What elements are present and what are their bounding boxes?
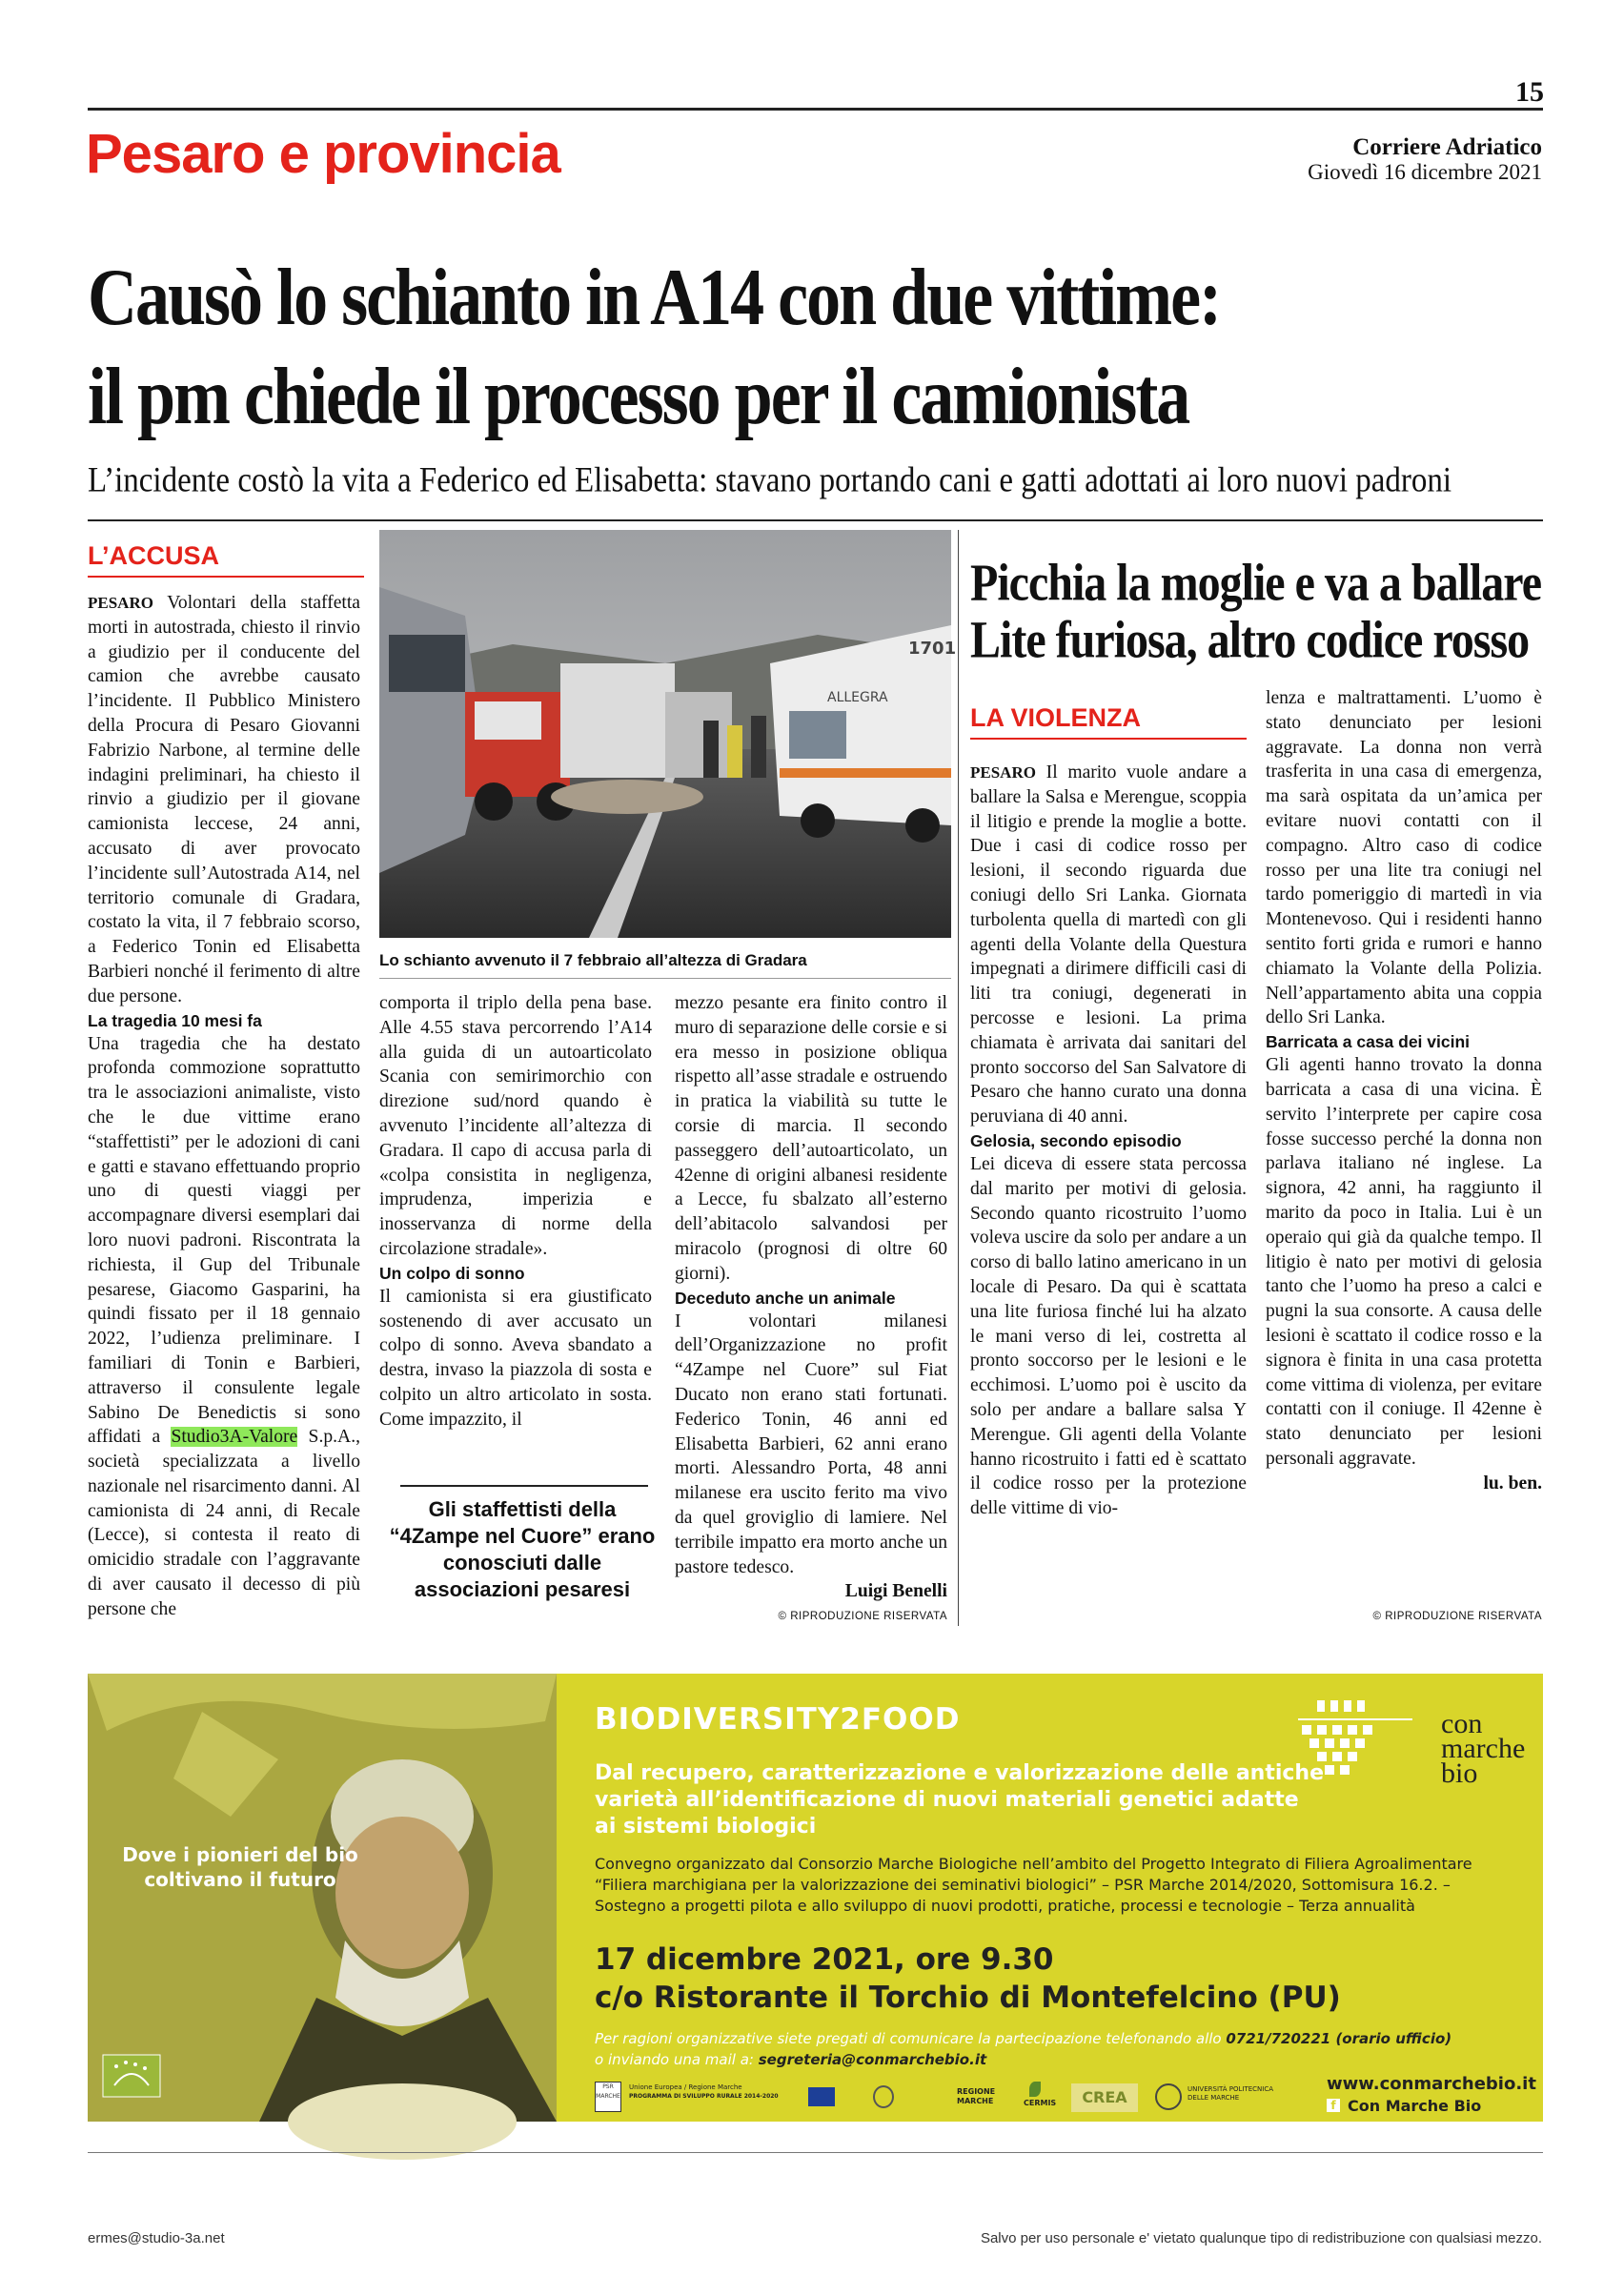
sponsor-logos [595, 2082, 1319, 2116]
farmer-portrait-image [88, 1674, 557, 2122]
univpm-seal-icon [1155, 2083, 1182, 2110]
ad-event-date: 17 dicembre 2021, ore 9.30 [595, 1942, 1054, 1977]
ad-phone: 0721/720221 (orario ufficio) [1226, 2030, 1452, 2047]
cermis-logo: CERMIS [1024, 2099, 1057, 2107]
photo-caption: Lo schianto avvenuto il 7 febbraio all’altezza di Gradara [379, 951, 807, 969]
dateline: PESARO [88, 594, 153, 612]
violenza-column-2 [1266, 686, 1542, 1601]
ad-intro-2: varietà all’identificazione di nuovi materiali genetici adatte [595, 1788, 1299, 1812]
ambulance-sign: ALLEGRA [827, 690, 888, 705]
ad-photo-panel [88, 1674, 557, 2122]
accusa-column-3 [675, 991, 947, 1602]
newspaper-name: Corriere Adriatico [1352, 134, 1542, 160]
caption-rule [379, 978, 951, 979]
accusa-col2-p2: Il camionista si era giustificato sostenendo di aver accusato un colpo di sonno. Aveva sbandato a destra, invaso la piazzola di sosta e colpito un altro articolato in sosta. Come impazzito, il [379, 1286, 652, 1430]
eu-organic-leaf-icon [103, 2055, 160, 2097]
violenza-col2-p1: lenza e maltrattamenti. L’uomo è stato denunciato per lesioni aggravate. La donna non verrà trasferita in una casa di emergenza, ma sarà ospitata da un’amica per evitare nuovi contatti con il compagno. Altro caso di codice rosso per una lite tra coniugi nel tardo pomeriggio di martedì in via Montenevoso. Qui i residenti hanno sentito forti grida e rumori e hanno chiamato la Volante della Polizia. Nell’appartamento abita una coppia dello Sri Lanka. [1266, 688, 1542, 1028]
advertisement [88, 1674, 1543, 2122]
side-headline-line-1: Picchia la moglie e va a ballare [970, 554, 1542, 613]
header-rule [88, 108, 1543, 111]
italy-emblem-icon [873, 2085, 894, 2108]
sponsor-text-1: Unione Europea / Regione Marche [629, 2083, 742, 2091]
ad-body-2: “Filiera marchigiana per la valorizzazione dei seminativi biologici” – PSR Marche 2014/2020, Sottomisura 16.2. – [595, 1876, 1451, 1894]
accusa-col1-p1: Volontari della staffetta morti in autostrada, chiesto il rinvio a giudizio per il conducente del camion che avrebbe causato l’incidente. Il Pubblico Ministero della Procura di Pesaro Giovanni Fabrizio Narbone, al termine delle indagini preliminari, ha chiesto il rinvio a giudizio per il giovane camionista leccese, 24 anni, accusato di aver provocato l’incidente sull’Autostrada A14, nel territorio comunale di Gradara, costato la vita, il 7 febbraio scorso, a Federico Tonin ed Elisabetta Barbieri nonché il ferimento di altre due persone. [88, 593, 360, 1006]
ad-event-venue: c/o Ristorante il Torchio di Montefelcino (PU) [595, 1981, 1341, 2015]
crash-scene-image [379, 530, 957, 938]
main-headline-line-1: Causò lo schianto in A14 con due vittime: [88, 252, 1221, 342]
logo-text-con: con [1441, 1708, 1483, 1739]
accusa-col3-p1: mezzo pesante era finito contro il muro di separazione delle corsie e si era messo in posizione obliqua rispetto all’asse stradale e ostruendo in pratica la viabilità su tutte le corsie di marcia. Il secondo passeggero dell’autoarticolato, un 42enne di origini albanesi residente a Lecce, fu sbalzato all’esterno dell’abitacolo salvandosi per miracolo (prognosi di oltre 60 giorni). [675, 993, 947, 1284]
ad-website[interactable]: www.conmarchebio.it [1327, 2074, 1536, 2094]
ad-info-text-2: o inviando una mail a: [595, 2051, 754, 2068]
violenza-copyright: © RIPRODUZIONE RISERVATA [1372, 1611, 1542, 1622]
violenza-col1-p1: Il marito vuole andare a ballare la Salsa e Merengue, scoppia il litigio e prende la moglie a botte. Due i casi di codice rosso per lesioni, il secondo riguarda due coniugi dello Sri Lanka. Giornata turbolenta quella di martedì con gli agenti della Volante della Questura impegnati a dirimere difficili casi di liti tra coniugi, degenerati in percosse e lesioni. La prima chiamata è arrivata dai sanitari del pronto soccorso del San Salvatore di Pesaro che hanno curato una donna peruviana di 40 anni. [970, 762, 1247, 1128]
violenza-col2-p2: Gli agenti hanno trovato la donna barricata a casa di una vicina. È servito l’interprete per capire cosa fosse successo perché la donna non parlava italiano né inglese. La signora, 42 anni, ha raggiunto il marito da poco in Italia. Lui è un operaio qui già da qualche tempo. Il litigio è nato per motivi di gelosia tanto che l’uomo ha preso a calci e pugni la sua consorte. A causa delle lesioni è scattato il codice rosso e la signora è finita in una casa protetta come vittima di violenza, per evitare contatti con il coniuge. Il 42enne è stato denunciato per lesioni personali aggravate. [1266, 1055, 1542, 1469]
ad-info-line-1 [595, 2030, 1451, 2047]
regione-marche-logo: REGIONE MARCHE [957, 2087, 996, 2105]
accusa-col3-subtitle: Deceduto anche un animale [675, 1288, 896, 1308]
pull-quote: Gli staffettisti della “4Zampe nel Cuore” erano conosciuti dalle associazioni pesaresi [389, 1497, 656, 1601]
ad-body-3: Sostegno a progetti pilota e allo sviluppo di nuovi prodotti, pratiche, processi e tecnologie – Terza annualità [595, 1897, 1415, 1915]
crash-photo [379, 530, 957, 938]
ad-social[interactable]: Con Marche Bio [1348, 2097, 1482, 2115]
univpm-logo: UNIVERSITÀ POLITECNICA DELLE MARCHE [1188, 2085, 1274, 2102]
side-headline-line-2: Lite furiosa, altro codice rosso [970, 611, 1530, 670]
accusa-column-1 [88, 591, 360, 1649]
ad-tagline-1: Dove i pionieri del bio [122, 1843, 358, 1866]
accusa-col1-p2b: S.p.A., società specializzata a livello nazionale nel risarcimento danni. Al camionista di 24 anni, di Recale (Lecce), si contesta il reato di omicidio stradale con l’aggravante di aver causato il decesso di più persone che [88, 1427, 360, 1619]
violenza-column-1 [970, 761, 1247, 1609]
violenza-signature: lu. ben. [1483, 1473, 1542, 1493]
accusa-copyright: © RIPRODUZIONE RISERVATA [778, 1611, 947, 1622]
ambulance-number: 1701 [908, 639, 957, 659]
violenza-col1-subtitle: Gelosia, secondo episodio [970, 1130, 1182, 1150]
ad-body-1: Convegno organizzato dal Consorzio Marche Biologiche nell’ambito del Progetto Integrato di Filiera Agroalimentare [595, 1855, 1472, 1873]
highlighted-firm-name: Studio3A-Valore [171, 1427, 298, 1448]
accusa-col2-subtitle: Un colpo di sonno [379, 1263, 525, 1283]
facebook-icon: f [1327, 2099, 1340, 2112]
accusa-kicker: L’ACCUSA [88, 541, 220, 570]
issue-date: Giovedì 16 dicembre 2021 [1308, 160, 1542, 184]
accusa-col2-p1: comporta il triplo della pena base. Alle 4.55 stava percorrendo l’A14 alla guida di un autoarticolato Scania con semirimorchio con direzione sud/nord quando è avvenuto l’incidente all’altezza di Gradara. Il capo di accusa parla di «colpa consistita in negligenza, imprudenza, imperizia e inosservanza di norme della circolazione stradale». [379, 993, 652, 1259]
cermis-leaf-icon [1029, 2082, 1041, 2097]
crea-logo: CREA [1071, 2083, 1138, 2112]
footer-rule [88, 2152, 1543, 2153]
footer-notice: Salvo per uso personale e' vietato qualunque tipo di redistribuzione con qualsiasi mezzo. [980, 2230, 1542, 2246]
eu-flag-icon [808, 2087, 835, 2106]
page-number: 15 [1515, 76, 1544, 108]
violenza-col1-p2: Lei diceva di essere stata percossa dal marito per motivi di gelosia. Secondo quanto ricostruito l’uomo voleva uscire da solo per andare a un corso di ballo latino americano in un locale di Pesaro. Da qui è scattata una lite furiosa finché lui ha alzato le mani verso di lei, costretta al pronto soccorso per le lesioni e le ecchimosi. L’uomo poi è uscito da solo per andare a ballare salsa Y Merengue. Gli agenti della Volante hanno ricostruito i fatti ed è scattato il codice rosso per la protezione delle vittime di vio- [970, 1153, 1247, 1519]
ad-intro-1: Dal recupero, caratterizzazione e valorizzazione delle antiche [595, 1761, 1325, 1785]
ad-email[interactable]: segreteria@conmarchebio.it [758, 2051, 987, 2068]
column-divider [958, 530, 959, 1626]
pullquote-rule [400, 1485, 648, 1487]
logo-text-bio: bio [1441, 1758, 1478, 1789]
ad-info-line-2 [595, 2051, 986, 2068]
violenza-kicker: LA VIOLENZA [970, 703, 1141, 732]
accusa-column-2 [379, 991, 652, 1477]
ad-tagline-2: coltivano il futuro [144, 1868, 336, 1891]
main-subheadline: L’incidente costò la vita a Federico ed Elisabetta: stavano portando cani e gatti adottati ai loro nuovi padroni [88, 461, 1452, 500]
psr-logo: PSR MARCHE [595, 2082, 621, 2112]
side-dateline: PESARO [970, 763, 1036, 782]
section-title: Pesaro e provincia [86, 123, 560, 185]
accusa-signature: Luigi Benelli [844, 1581, 947, 1602]
violenza-col2-subtitle: Barricata a casa dei vicini [1266, 1032, 1471, 1052]
accusa-col1-subtitle: La tragedia 10 mesi fa [88, 1010, 262, 1030]
ad-info-text-1: Per ragioni organizzative siete pregati di comunicare la partecipazione telefonando allo [595, 2030, 1222, 2047]
sponsor-text-2: PROGRAMMA DI SVILUPPO RURALE 2014-2020 [629, 2093, 779, 2100]
accusa-kicker-rule [88, 576, 364, 578]
conmarchebio-logo [1298, 1693, 1527, 1788]
accusa-col1-p2: Una tragedia che ha destato profonda commozione soprattutto tra le associazioni animaliste, visto che le due vittime erano “staffettisti” per le adozioni di cani e gatti e stavano effettuando proprio uno di questi viaggi per accompagnare diversi esemplari dai loro nuovi padroni. Riscontrata la richiesta, il Gup del Tribunale pesarese, Giacomo Gasparini, ha quindi fissato per il 18 gennaio 2022, l’udienza preliminare. I familiari di Tonin e Barbieri, attraverso il consulente legale Sabino De Benedictis si sono affidati a [88, 1033, 360, 1448]
main-headline-line-2: il pm chiede il processo per il camionista [88, 351, 1189, 441]
logo-text-marche: marche [1441, 1733, 1526, 1764]
accusa-col3-p2: I volontari milanesi dell’Organizzazione no profit “4Zampe nel Cuore” sul Fiat Ducato non erano stati fortunati. Federico Tonin, 46 anni ed Elisabetta Barbieri, 62 anni erano morti. Alessandro Porta, 48 anni milanese era uscito ferito ma vivo da quel groviglio di lamiere. Nel terribile impatto era morto anche un pastore tedesco. [675, 1311, 947, 1577]
footer-email: ermes@studio-3a.net [88, 2230, 225, 2246]
ad-intro-3: ai sistemi biologici [595, 1815, 817, 1839]
headline-rule [88, 519, 1543, 521]
ad-brand: BIODIVERSITY2FOOD [595, 1702, 961, 1737]
violenza-kicker-rule [970, 738, 1247, 740]
